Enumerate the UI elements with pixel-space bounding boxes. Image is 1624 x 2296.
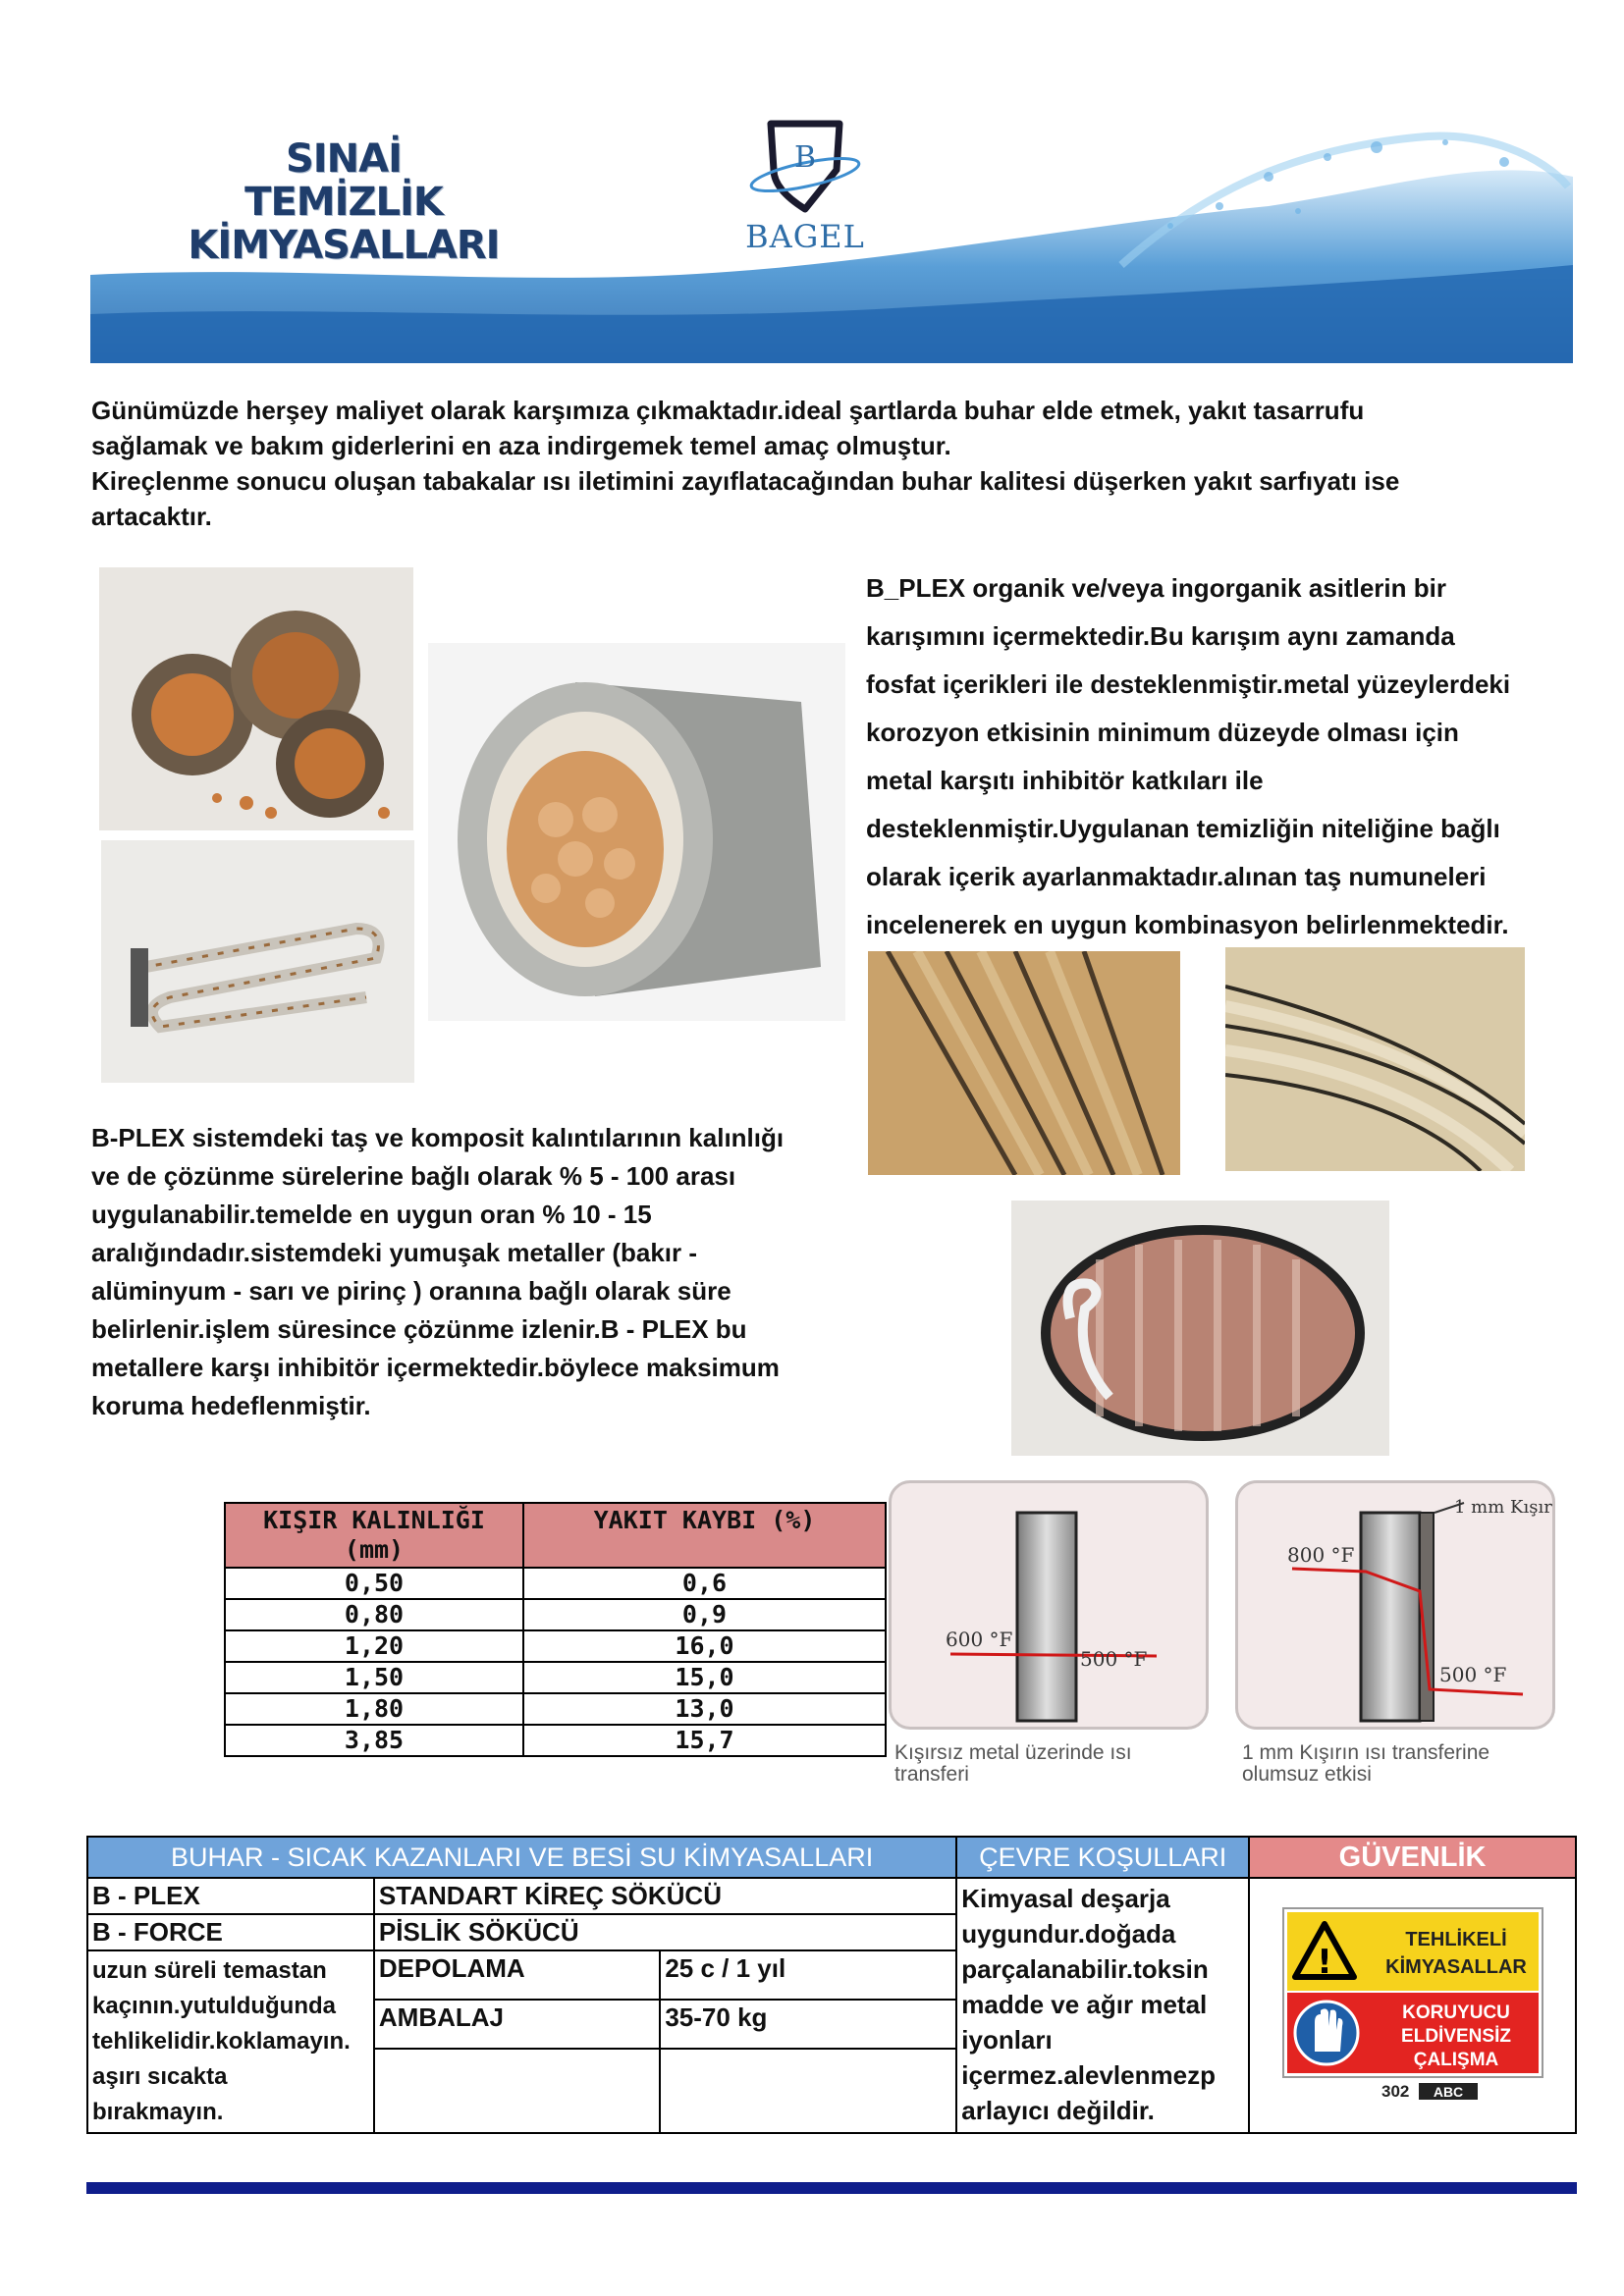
usage-line: aralığındadır.sistemdeki yumuşak metaller (bakır - — [91, 1238, 698, 1267]
cell-thickness: 0,80 — [225, 1599, 523, 1630]
caption-line: Kışırsız metal üzerinde ısı — [894, 1741, 1132, 1764]
product-table — [86, 1836, 1577, 2134]
column-header-fuel-loss: YAKIT KAYBI (%) — [523, 1503, 886, 1568]
description-line: karışımını içermektedir.Bu karışım aynı zamanda — [866, 621, 1455, 651]
product-name: B - PLEX — [87, 1878, 374, 1914]
sign-text: ELDİVENSİZ — [1400, 2025, 1511, 2047]
product-description: PİSLİK SÖKÜCÜ — [374, 1914, 956, 1950]
storage-value: 25 c / 1 yıl — [660, 1950, 956, 2000]
usage-line: koruma hedeflenmiştir. — [91, 1391, 371, 1420]
intro-paragraph — [91, 393, 1535, 534]
cell-thickness: 0,50 — [225, 1568, 523, 1599]
bplex-description — [866, 564, 1573, 949]
usage-line: uygulanabilir.temelde en uygun oran % 10 - 15 — [91, 1200, 652, 1229]
caption-line: 1 mm Kışırın ısı transferine — [1242, 1741, 1490, 1764]
svg-text:!: ! — [1316, 1942, 1332, 1982]
description-line: incelenerek en uygun kombinasyon belirlenmektedir. — [866, 910, 1509, 939]
env-line: madde ve ağır metal — [961, 1990, 1208, 2019]
sign-code: 302 — [1380, 2081, 1409, 2101]
diagram-clean-metal — [889, 1480, 1209, 1730]
product-name: B - FORCE — [87, 1914, 374, 1950]
temp-in-label: 800 °F — [1287, 1543, 1355, 1567]
diagram-clean-caption — [894, 1742, 1132, 1786]
usage-line: alüminyum - sarı ve pirinç ) oranına bağlı olarak süre — [91, 1276, 731, 1306]
temp-in-label: 600 °F — [946, 1628, 1013, 1651]
usage-line: belirlenir.işlem süresince çözünme izlenir.B - PLEX bu — [91, 1314, 747, 1344]
scaled-metal-graphic — [1238, 1483, 1552, 1727]
diagram-scaled-metal — [1235, 1480, 1555, 1730]
empty-cell — [660, 2049, 956, 2133]
header-products: BUHAR - SICAK KAZANLARI VE BESİ SU KİMYASALLARI — [87, 1837, 956, 1878]
table-row — [225, 1599, 886, 1630]
logo-letter: B — [793, 140, 817, 175]
usage-line: B-PLEX sistemdeki taş ve komposit kalıntılarının kalınlığı — [91, 1123, 785, 1152]
cell-thickness: 3,85 — [225, 1725, 523, 1756]
description-line: desteklenmiştir.Uygulanan temizliğin niteliğine bağlı — [866, 814, 1500, 843]
scaled-pipe-closeup-photo — [428, 643, 845, 1021]
description-line: korozyon etkisinin minimum düzeyde olması için — [866, 718, 1459, 747]
page-title — [187, 137, 501, 267]
sign-text: KORUYUCU — [1401, 2002, 1510, 2023]
cell-fuel-loss: 13,0 — [523, 1693, 886, 1725]
cell-fuel-loss: 0,9 — [523, 1599, 886, 1630]
scale-thickness-table — [224, 1502, 887, 1757]
sign-text: ÇALIŞMA — [1413, 2049, 1498, 2070]
cell-thickness: 1,20 — [225, 1630, 523, 1662]
warning-line: kaçının.yutulduğunda — [92, 1993, 337, 2019]
scaled-pipes-photo — [99, 567, 413, 830]
warning-line: bırakmayın. — [92, 2099, 224, 2125]
cell-fuel-loss: 16,0 — [523, 1630, 886, 1662]
product-description: STANDART KİREÇ SÖKÜCÜ — [374, 1878, 956, 1914]
cell-fuel-loss: 15,0 — [523, 1662, 886, 1693]
table-row — [87, 1878, 1576, 1914]
intro-line: artacaktır. — [91, 502, 212, 531]
caption-line: transferi — [894, 1763, 969, 1786]
table-row — [225, 1630, 886, 1662]
warning-line: uzun süreli temastan — [92, 1957, 327, 1984]
description-line: B_PLEX organik ve/veya ingorganik asitlerin bir — [866, 573, 1446, 603]
bagel-shield-logo — [746, 116, 864, 214]
header-safety: GÜVENLİK — [1249, 1837, 1576, 1878]
cell-thickness: 1,50 — [225, 1662, 523, 1693]
cell-fuel-loss: 15,7 — [523, 1725, 886, 1756]
column-header-thickness: KIŞIR KALINLIĞI (mm) — [225, 1503, 523, 1568]
safety-signs — [1249, 1878, 1576, 2133]
env-line: içermez.alevlenmezp — [961, 2060, 1216, 2090]
cell-thickness: 1,80 — [225, 1693, 523, 1725]
table-row — [225, 1662, 886, 1693]
table-row — [225, 1568, 886, 1599]
env-line: arlayıcı değildir. — [961, 2096, 1155, 2125]
boiler-tubes-photo-1 — [868, 951, 1180, 1175]
title-line-1: SINAİ TEMİZLİK — [244, 136, 443, 225]
temp-out-label: 500 °F — [1080, 1647, 1148, 1671]
package-value: 35-70 kg — [660, 2000, 956, 2049]
safety-sign-graphic — [1275, 1904, 1550, 2101]
description-line: olarak içerik ayarlanmaktadır.alınan taş numuneleri — [866, 862, 1487, 891]
cell-fuel-loss: 0,6 — [523, 1568, 886, 1599]
diagram-scaled-caption — [1242, 1742, 1489, 1786]
usage-line: ve de çözünme sürelerine bağlı olarak % 5 - 100 arası — [91, 1161, 736, 1191]
bplex-usage-paragraph — [91, 1119, 857, 1425]
table-row — [225, 1725, 886, 1756]
package-label: AMBALAJ — [374, 2000, 660, 2049]
description-line: fosfat içerikleri ile desteklenmiştir.metal yüzeylerdeki — [866, 669, 1511, 699]
warning-line: tehlikelidir.koklamayın. — [92, 2028, 351, 2055]
title-line-2: KİMYASALLARI — [188, 223, 500, 268]
warning-line: aşırı sıcakta — [92, 2063, 228, 2090]
intro-line: Kireçlenme sonucu oluşan tabakalar ısı iletimini zayıflatacağından buhar kalitesi düşerken yakıt sarfıyatı ise — [91, 466, 1400, 496]
temp-out-label: 500 °F — [1439, 1663, 1507, 1686]
environment-text — [956, 1878, 1249, 2133]
table-row — [225, 1693, 886, 1725]
product-table-header-row — [87, 1837, 1576, 1878]
sign-brand: ABC — [1433, 2083, 1463, 2100]
bottom-divider — [86, 2182, 1577, 2194]
scaled-heater-element-photo — [101, 840, 414, 1083]
brand-name: BAGEL — [745, 218, 865, 255]
sign-text: TEHLİKELİ — [1404, 1928, 1507, 1950]
storage-label: DEPOLAMA — [374, 1950, 660, 2000]
empty-cell — [374, 2049, 660, 2133]
clean-metal-graphic — [892, 1483, 1206, 1727]
boiler-inspection-photo — [1011, 1201, 1389, 1456]
env-line: uygundur.doğada — [961, 1919, 1176, 1949]
env-line: Kimyasal deşarja — [961, 1884, 1170, 1913]
warning-text — [87, 1950, 374, 2133]
scale-label: 1 mm Kışır — [1454, 1497, 1552, 1518]
header-environment: ÇEVRE KOŞULLARI — [956, 1837, 1249, 1878]
table-header-row — [225, 1503, 886, 1568]
description-line: metal karşıtı inhibitör katkıları ile — [866, 766, 1264, 795]
env-line: parçalanabilir.toksin — [961, 1954, 1209, 1984]
usage-line: metallere karşı inhibitör içermektedir.böylece maksimum — [91, 1353, 780, 1382]
boiler-tubes-photo-2 — [1225, 947, 1525, 1171]
sign-text: KİMYASALLAR — [1384, 1955, 1527, 1978]
intro-line: Günümüzde herşey maliyet olarak karşımıza çıkmaktadır.ideal şartlarda buhar elde etmek, yakıt tasarrufu — [91, 396, 1365, 425]
caption-line: olumsuz etkisi — [1242, 1763, 1372, 1786]
intro-line: sağlamak ve bakım giderlerini en aza indirgemek temel amaç olmuştur. — [91, 431, 951, 460]
env-line: iyonları — [961, 2025, 1053, 2055]
